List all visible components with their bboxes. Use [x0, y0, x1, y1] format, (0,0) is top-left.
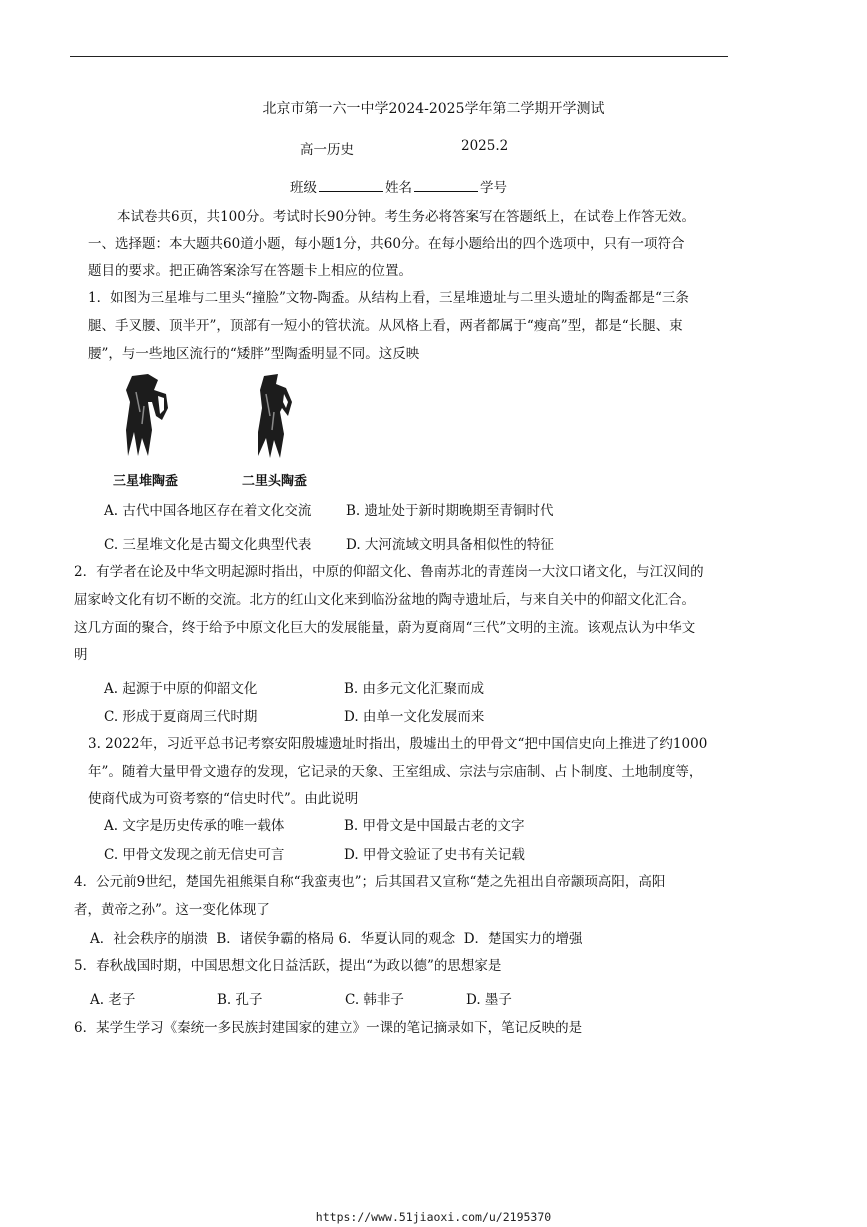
figure-caption: 三星堆陶盉: [113, 474, 179, 489]
section1-line2: 题目的要求。把正确答案涂写在答题卡上相应的位置。: [88, 263, 412, 279]
pottery-vessel-icon: [250, 372, 300, 462]
section1-line1: 一、选择题：本大题共60道小题，每小题1分，共60分。在每小题给出的四个选项中，只有一项符合: [88, 236, 685, 252]
option-d[interactable]: D. 大河流域文明具备相似性的特征: [346, 537, 554, 553]
option-b[interactable]: B. 甲骨文是中国最古老的文字: [344, 818, 525, 834]
question-text-line: 腰”，与一些地区流行的“矮胖”型陶盉明显不同。这反映: [88, 346, 420, 362]
instructions: 本试卷共6页，共100分。考试时长90分钟。考生务必将答案写在答题纸上，在试卷上作答无效。: [117, 209, 696, 225]
option-b[interactable]: B. 孔子: [217, 992, 263, 1008]
question-text-line: 年”。随着大量甲骨文遗存的发现，它记录的天象、王室组成、宗法与宗庙制、占卜制度、土地制度等，: [88, 764, 703, 780]
exam-title: 北京市第一六一中学2024-2025学年第二学期开学测试: [262, 101, 605, 117]
question-text-line: 屈家岭文化有切不断的交流。北方的红山文化来到临汾盆地的陶寺遗址后，与来自关中的仰韶文化汇合。: [74, 592, 695, 608]
question-text-line: 3. 2022年，习近平总书记考察安阳殷墟遗址时指出，殷墟出土的甲骨文“把中国信史向上推进了约1000: [88, 736, 708, 752]
option-a[interactable]: A. 文字是历史传承的唯一载体: [104, 818, 285, 834]
subject-label: 高一历史: [300, 142, 354, 158]
class-field[interactable]: [319, 179, 383, 192]
question-text-line: 4．公元前9世纪，楚国先祖熊渠自称“我蛮夷也”；后其国君又宣称“楚之先祖出自帝颛顼高阳，高阳: [74, 874, 666, 890]
option-c[interactable]: C. 三星堆文化是古蜀文化典型代表: [104, 537, 312, 553]
figure-caption: 二里头陶盉: [242, 474, 308, 489]
option-c[interactable]: C. 形成于夏商周三代时期: [104, 709, 258, 725]
option-a[interactable]: A. 起源于中原的仰韶文化: [104, 681, 258, 697]
pottery-vessel-icon: [118, 372, 174, 460]
option-c[interactable]: C. 甲骨文发现之前无信史可言: [104, 847, 285, 863]
question-text-line: 6．某学生学习《秦统一多民族封建国家的建立》一课的笔记摘录如下，笔记反映的是: [74, 1020, 583, 1036]
class-label: 班级: [290, 180, 317, 196]
top-rule: [70, 56, 728, 57]
option-b[interactable]: B. 遗址处于新时期晚期至青铜时代: [346, 503, 554, 519]
name-label: 姓名: [385, 180, 412, 196]
footer-url[interactable]: https://www.51jiaoxi.com/u/2195370: [315, 1210, 552, 1224]
exam-date: 2025.2: [461, 138, 509, 154]
options-line[interactable]: A．社会秩序的崩溃 B．诸侯争霸的格局 6．华夏认同的观念 D．楚国实力的增强: [90, 931, 583, 947]
question-text-line: 明: [74, 647, 88, 663]
option-b[interactable]: B. 由多元文化汇聚而成: [344, 681, 485, 697]
question-text-line: 者，黄帝之孙”。这一变化体现了: [74, 902, 270, 918]
question-text-line: 2．有学者在论及中华文明起源时指出，中原的仰韶文化、鲁南苏北的青莲岗一大汶口诸文化，与江汉间的: [74, 564, 704, 580]
question-text-line: 这几方面的聚合，终于给予中原文化巨大的发展能量，蔚为夏商周“三代”文明的主流。该观点认为中华文: [74, 620, 696, 636]
option-a[interactable]: A. 老子: [90, 992, 136, 1008]
name-field[interactable]: [414, 179, 478, 192]
option-d[interactable]: D. 墨子: [466, 992, 512, 1008]
option-a[interactable]: A. 古代中国各地区存在着文化交流: [104, 503, 312, 519]
question-text-line: 使商代成为可资考察的“信史时代”。由此说明: [88, 791, 359, 807]
option-c[interactable]: C. 韩非子: [345, 992, 404, 1008]
student-info-fields: [290, 176, 507, 196]
option-d[interactable]: D. 甲骨文验证了史书有关记载: [344, 847, 525, 863]
question-text-line: 5．春秋战国时期，中国思想文化日益活跃，提出“为政以德”的思想家是: [74, 958, 502, 974]
id-label: 学号: [480, 180, 507, 196]
question-text-line: 腿、手叉腰、顶半开”，顶部有一短小的管状流。从风格上看，两者都属于“瘦高”型，都是“长腿、束: [88, 318, 683, 334]
question-text-line: 1．如图为三星堆与二里头“撞脸”文物-陶盉。从结构上看，三星堆遗址与二里头遗址的陶盉都是“三条: [88, 290, 689, 306]
option-d[interactable]: D. 由单一文化发展而来: [344, 709, 485, 725]
